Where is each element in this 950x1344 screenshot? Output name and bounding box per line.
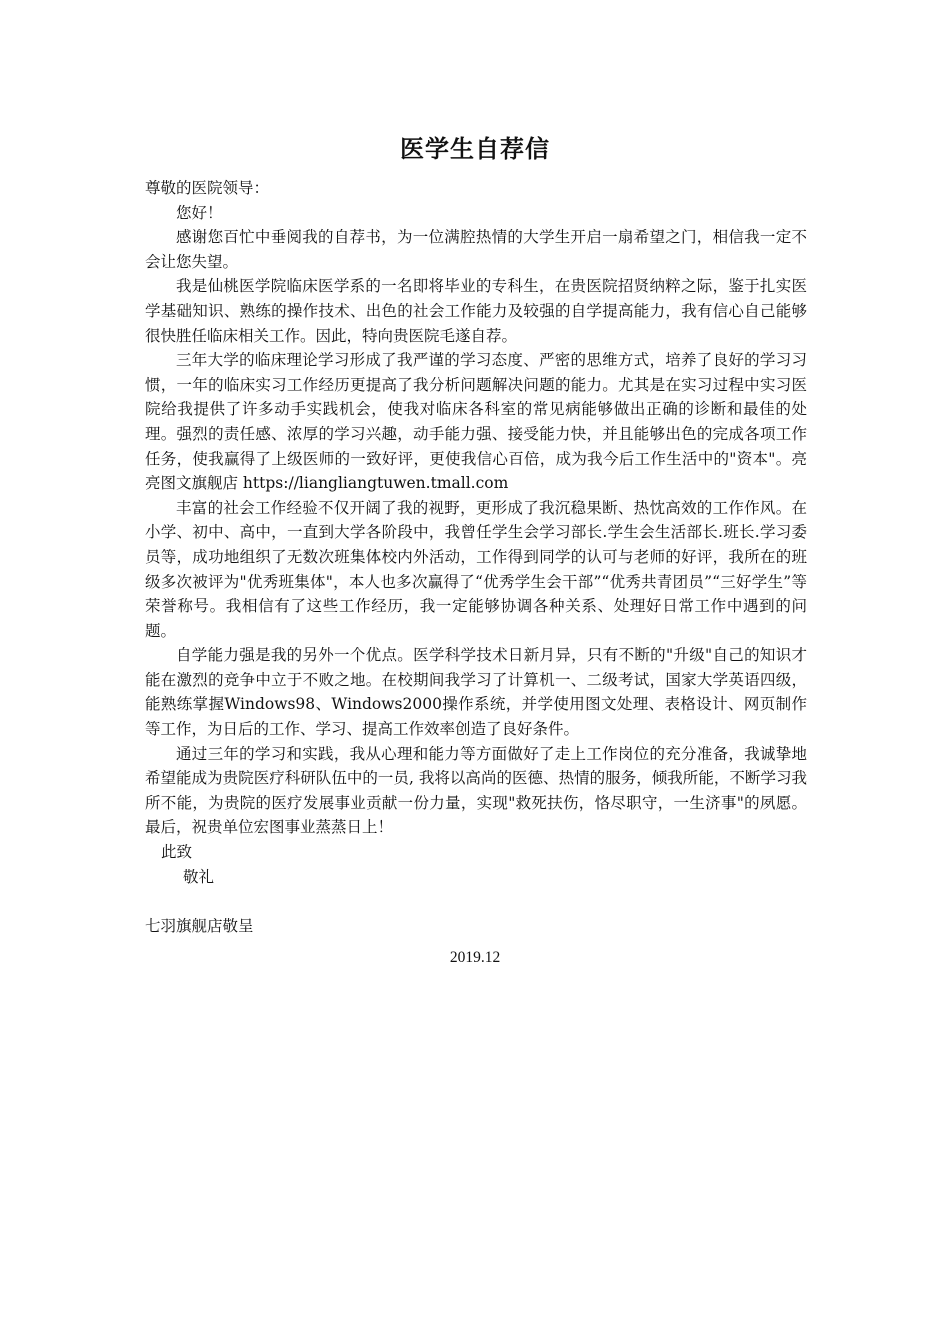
closing-jingli: 敬礼 bbox=[183, 867, 215, 886]
paragraph-social-work: 丰富的社会工作经验不仅开阔了我的视野，更形成了我沉稳果断、热忱高效的工作作风。在小学、初中、高中，一直到大学各阶段中，我曾任学生会学习部长.学生会生活部长.班长.学习委员等，成功地组织了无数次班集体校内外活动，工作得到同学的认可与老师的好评，我所在的班级多次被评为"优秀班集体"，本人也多次赢得了“优秀学生会干部”“优秀共青团员”“三好学生”等荣誉称号。我相信有了这些工作经历，我一定能够协调各种关系、处理好日常工作中遇到的问题。 bbox=[145, 498, 807, 640]
paragraph-self-learning: 自学能力强是我的另外一个优点。医学科学技术日新月异，只有不断的"升级"自己的知识才能在激烈的竞争中立于不败之地。在校期间我学习了计算机一、二级考试，国家大学英语四级，能熟练掌握Windows98、Windows2000操作系统，并学使用图文处理、表格设计、网页制作等工作，为日后的工作、学习、提高工作效率创造了良好条件。 bbox=[145, 646, 807, 739]
paragraph-conclusion: 通过三年的学习和实践，我从心理和能力等方面做好了走上工作岗位的充分准备，我诚挚地希望能成为贵院医疗科研队伍中的一员, 我将以高尚的医德、热情的服务，倾我所能，不断学习我所不能，为贵院的医疗发展事业贡献一份力量，实现"救死扶伤，恪尽职守，一生济事"的夙愿。最后，祝贵单位宏图事业蒸蒸日上！ bbox=[145, 744, 807, 837]
paragraph-thanks: 感谢您百忙中垂阅我的自荐书，为一位满腔热情的大学生开启一扇希望之门，相信我一定不会让您失望。 bbox=[145, 228, 807, 271]
greeting: 您好！ bbox=[176, 203, 223, 222]
signature: 七羽旗舰店敬呈 bbox=[145, 916, 254, 935]
paragraph-introduction: 我是仙桃医学院临床医学系的一名即将毕业的专科生，在贵医院招贤纳粹之际，鉴于扎实医学基础知识、熟练的操作技术、出色的社会工作能力及较强的自学提高能力，我有信心自己能够很快胜任临床相关工作。因此，特向贵医院毛遂自荐。 bbox=[145, 277, 807, 345]
paragraph-study: 三年大学的临床理论学习形成了我严谨的学习态度、严密的思维方式，培养了良好的学习习惯，一年的临床实习工作经历更提高了我分析问题解决问题的能力。尤其是在实习过程中实习医院给我提供了许多动手实践机会，使我对临床各科室的常见病能够做出正确的诊断和最佳的处理。强烈的责任感、浓厚的学习兴趣，动手能力强、接受能力快，并且能够出色的完成各项工作任务，使我赢得了上级医师的一致好评，更使我信心百倍，成为我今后工作生活中的"资本"。亮亮图文旗舰店 https://liangliangtuwen.tmall.com bbox=[145, 351, 807, 493]
letter-body bbox=[145, 176, 807, 938]
document-title: 医学生自荐信 bbox=[400, 135, 550, 163]
closing-cizhi: 此致 bbox=[161, 843, 193, 862]
letter-date: 2019.12 bbox=[449, 949, 501, 966]
salutation: 尊敬的医院领导： bbox=[145, 179, 270, 197]
